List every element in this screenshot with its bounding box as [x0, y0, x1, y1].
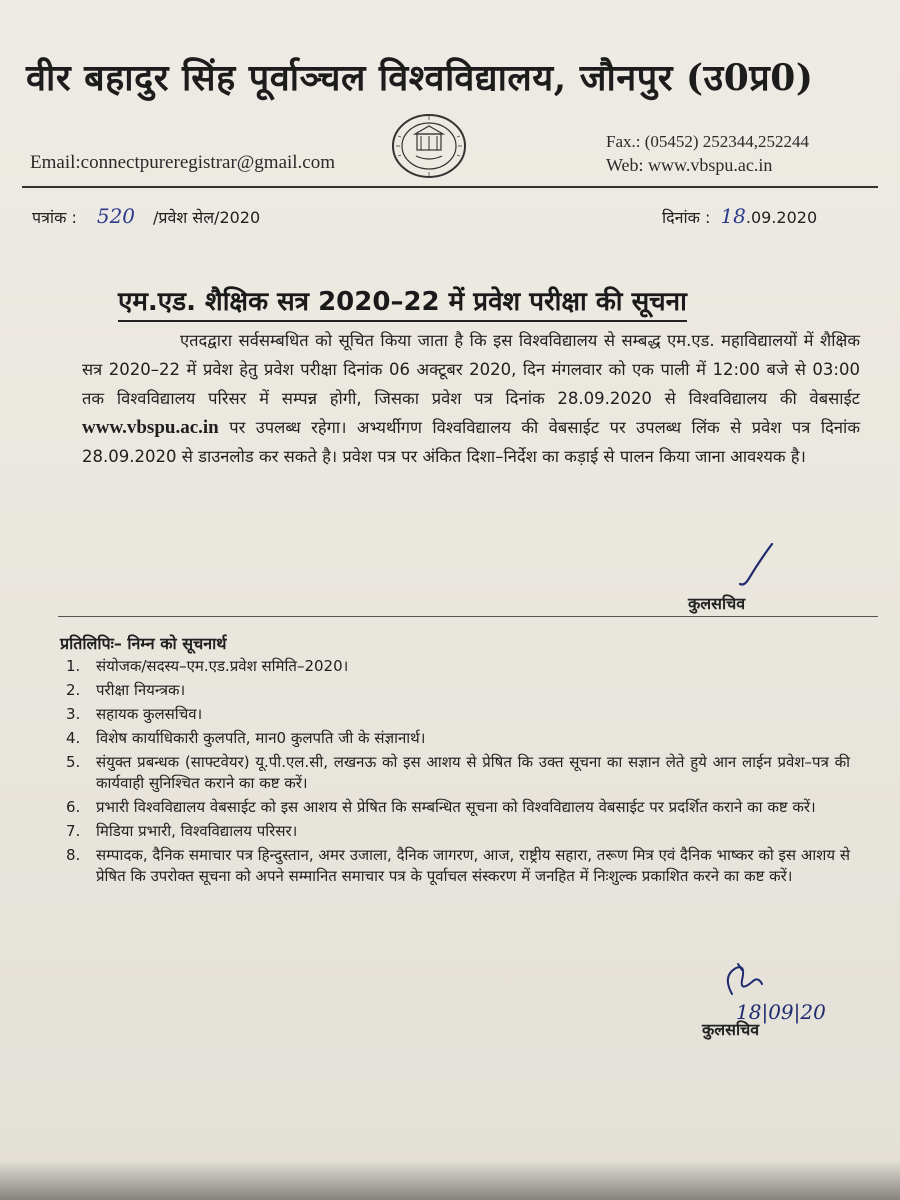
reference-suffix: /प्रवेश सेल/2020	[153, 208, 261, 227]
signature-date: 18|09|20	[736, 1000, 826, 1024]
website-link[interactable]: www.vbspu.ac.in	[82, 417, 219, 438]
list-item: 7. मिडिया प्रभारी, विश्वविद्यालय परिसर।	[66, 822, 298, 840]
website: Web: www.vbspu.ac.in	[606, 155, 773, 175]
list-item: 2. परीक्षा नियन्त्रक।	[66, 681, 186, 699]
body-part-2: पर उपलब्ध रहेगा। अभ्यर्थीगण विश्वविद्यालय की वेबसाईट पर उपलब्ध लिंक से प्रवेश पत्र दिनांक 28.09.2020 से डाउनलोड कर सकते है। प्रवेश पत्र पर अंकित दिशा–निर्देश का कड़ाई से पालन किया जाना आवश्यक है।	[82, 418, 860, 466]
signatory-title: कुलसचिव	[688, 594, 746, 613]
body-part-1: एतदद्वारा सर्वसम्बधित को सूचित किया जाता है कि इस विश्वविद्यालय से सम्बद्ध एम.एड. महाविद्यालयों में शैक्षिक सत्र 2020–22 में प्रवेश हेतु प्रवेश परीक्षा दिनांक 06 अक्टूबर 2020, दिन मंगलवार को एक पाली में 12:00 बजे से 03:00 तक विश्वविद्यालय परिसर में सम्पन्न होगी, जिसका प्रवेश पत्र दिनांक 28.09.2020 से विश्वविद्यालय की वेबसाईट	[82, 331, 860, 408]
list-item: 6. प्रभारी विश्वविद्यालय वेबसाईट को इस आशय से प्रेषित कि सम्बन्धित सूचना को विश्वविद्यालय वेबसाईट पर प्रदर्शित कराने का कष्ट करें।	[66, 798, 816, 816]
reference-line	[32, 204, 260, 228]
university-seal-icon	[386, 112, 472, 180]
list-item: 4. विशेष कार्याधिकारी कुलपति, मान0 कुलपति जी के संज्ञानार्थ।	[66, 729, 426, 747]
signature-mark	[726, 540, 786, 590]
email-address: Email:connectpureregistrar@gmail.com	[30, 152, 336, 173]
signatory-title: कुलसचिव	[702, 1020, 760, 1039]
date-line	[662, 204, 817, 228]
notice-body	[82, 326, 860, 471]
fax-number: Fax.: (05452) 252344,252244	[606, 132, 810, 151]
date-day: 18	[720, 204, 746, 228]
page-shadow	[0, 1160, 900, 1200]
list-item: 1. संयोजक/सदस्य–एम.एड.प्रवेश समिति–2020।	[66, 657, 349, 675]
copies-list	[60, 656, 850, 890]
notice-title: एम.एड. शैक्षिक सत्र 2020–22 में प्रवेश परीक्षा की सूचना	[118, 282, 687, 322]
header-divider	[22, 186, 878, 188]
list-item: 8. सम्पादक, दैनिक समाचार पत्र हिन्दुस्तान, अमर उजाला, दैनिक जागरण, आज, राष्ट्रीय सहारा, तरूण मित्र एवं दैनिक भाष्कर को इस आशय से प्रेषित कि उपरोक्त सूचना को अपने सम्मानित समाचार पत्र के पूर्वाचल संस्करण में जनहित में निःशुल्क प्रकाशित करने का कष्ट करें।	[66, 846, 850, 885]
reference-label: पत्रांक :	[32, 208, 77, 227]
list-item: 3. सहायक कुलसचिव।	[66, 705, 203, 723]
university-name: वीर बहादुर सिंह पूर्वाञ्चल विश्वविद्यालय, जौनपुर (उ0प्र0)	[26, 57, 814, 99]
section-divider	[58, 616, 878, 617]
date-rest: .09.2020	[745, 208, 818, 227]
reference-number: 520	[96, 204, 136, 228]
copies-heading: प्रतिलिपिः– निम्न को सूचनार्थ	[60, 634, 227, 653]
date-label: दिनांक :	[662, 208, 711, 227]
list-item: 5. संयुक्त प्रबन्धक (साफ्टवेयर) यू.पी.एल.सी, लखनऊ को इस आशय से प्रेषित कि उक्त सूचना का सज्ञान लेते हुये आन लाईन प्रवेश–पत्र की कार्यवाही सुनिश्चित कराने का कष्ट करें।	[66, 753, 850, 792]
